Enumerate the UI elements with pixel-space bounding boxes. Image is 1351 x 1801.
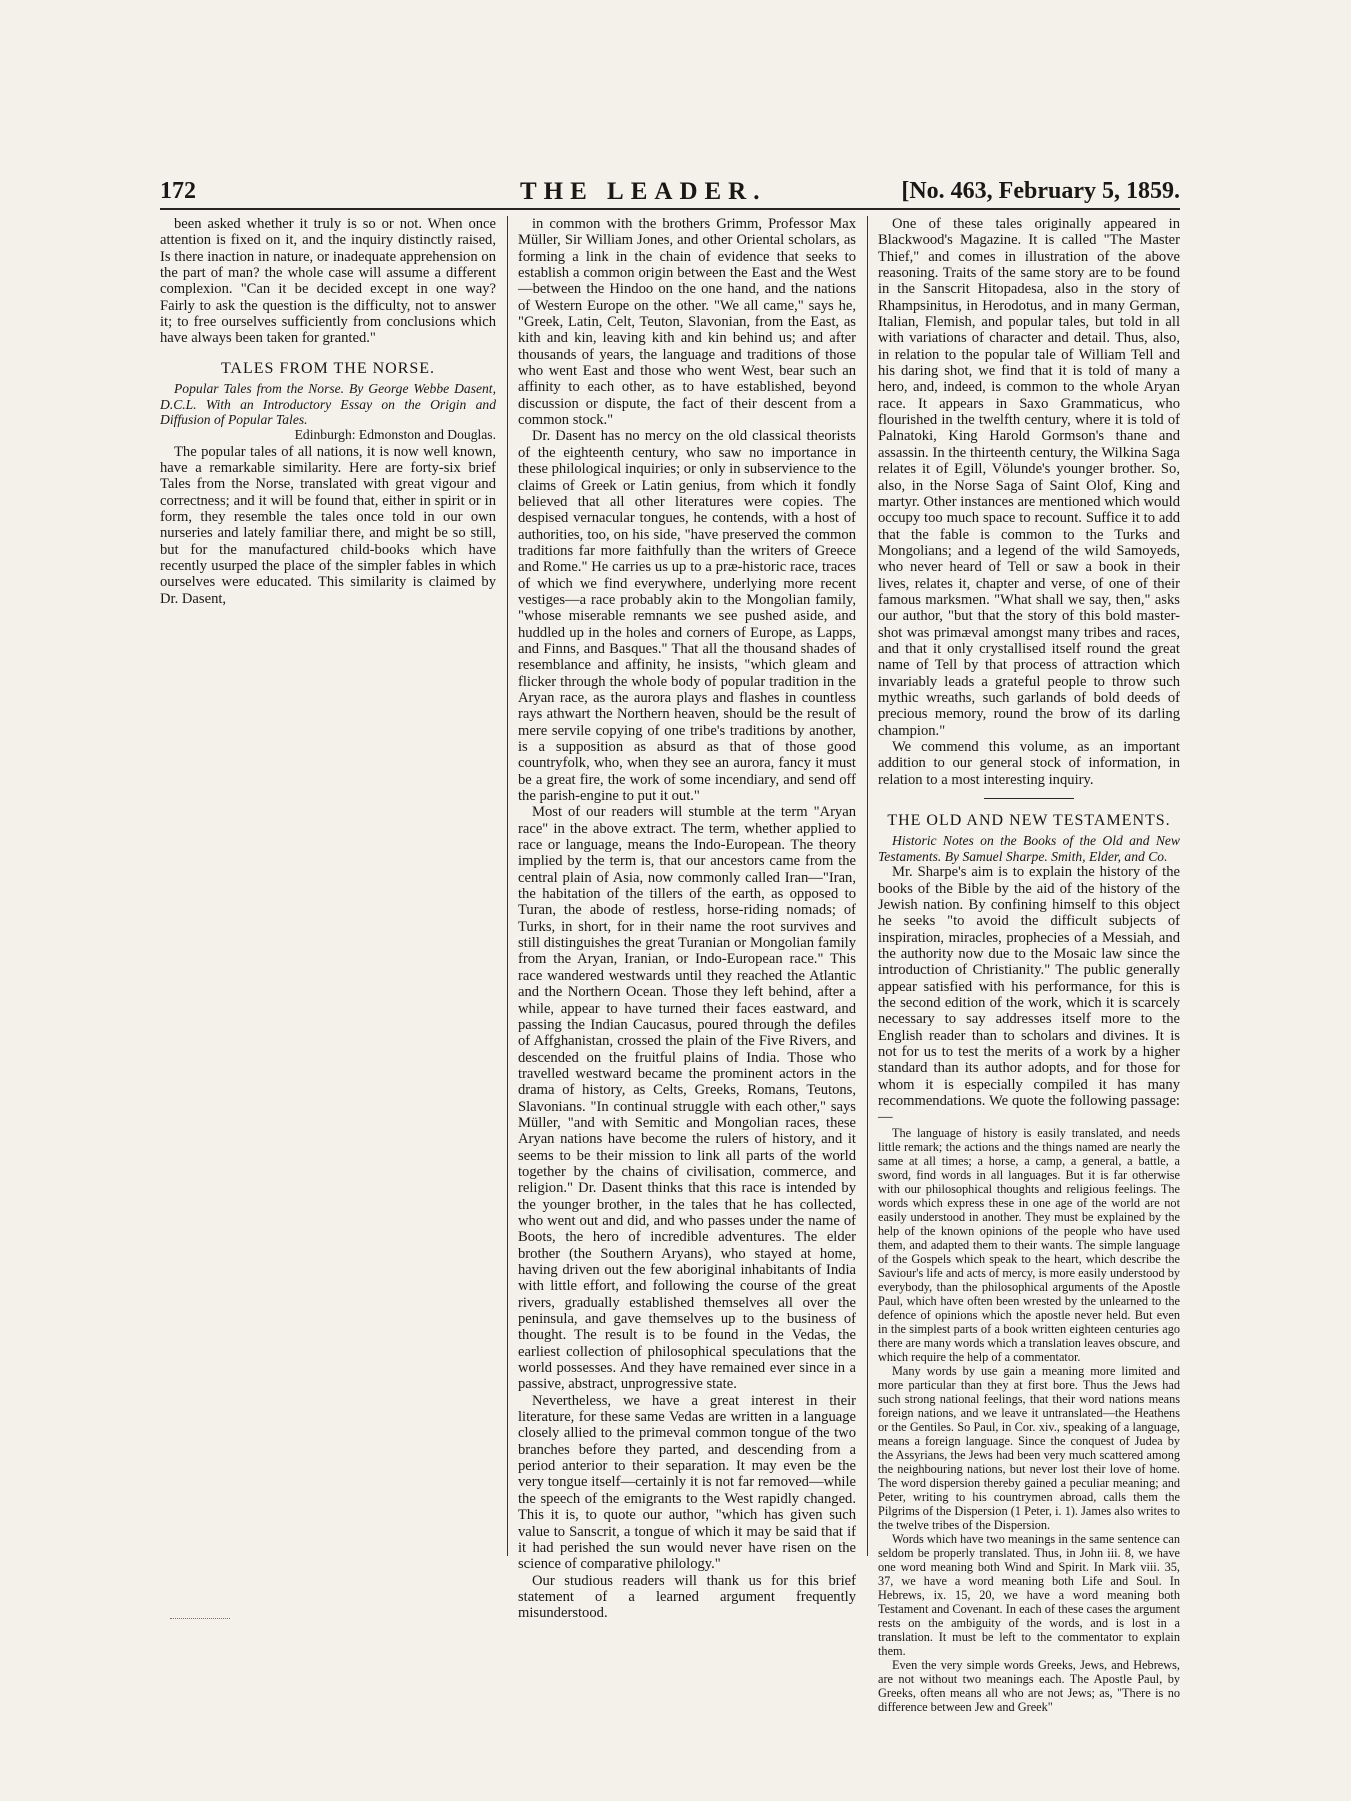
- section-title-testaments: THE OLD AND NEW TESTAMENTS.: [887, 812, 1171, 830]
- paragraph: Our studious readers will thank us for this brief statement of a learned argument frequently misunderstood.: [518, 1572, 856, 1622]
- column-rule: [507, 216, 508, 1556]
- quote-paragraph: Words which have two meanings in the same sentence can seldom be properly translated. Thus, in John iii. 8, we have one word meaning both Wind and Spirit. In Mark viii. 35, 37, we have a word meaning both Life and Soul. In Hebrews, ix. 15, 20, we have a word meaning both Testament and Covenant. In each of these cases the argument rests on the ambiguity of the words, and is lost in a translation. It must be left to the commentator to explain them.: [878, 1531, 1180, 1658]
- paragraph: been asked whether it truly is so or not. When once attention is fixed on it, and the inquiry distinctly raised, Is there inaction in nature, or inadequate apprehension on the part of man? the whole case will assume a different complexion. "Can it be decided except in one way? Fairly to ask the question is the difficulty, not to answer it; to free ourselves sufficiently from conclusions which have always been taken for granted.": [160, 216, 496, 347]
- newspaper-title: THE LEADER.: [520, 178, 767, 205]
- paragraph: Most of our readers will stumble at the term "Aryan race" in the above extract. The term, whether applied to race or language, means the Indo-European. The theory implied by the term is, that our ancestors came from the central plain of Asia, now commonly called Iran—"Iran, the habitation of the tillers of the earth, as opposed to Turan, the abode of restless, horse-riding nomads; of Turks, in short, for in their name the root survives and still distinguishes the great Turanian or Mongolian family from the Aryan, Iranian, or Indo-European race." This race wandered westwards until they reached the Atlantic and the Northern Ocean. Those they left behind, after a while, appear to have turned their faces eastward, and passing the Indian Caucasus, poured through the defiles of Affghanistan, crossed the plain of the Five Rivers, and descended on the fruitful plains of India. Those who travelled westward became the prominent actors in the drama of history, as Celts, Greeks, Romans, Teutons, Slavonians. "In continual struggle with each other," says Müller, "and with Semitic and Mongolian races, these Aryan nations have become the rulers of history, and it seems to be their mission to link all parts of the world together by the chains of civilisation, commerce, and religion." Dr. Dasent thinks that this race is intended by the younger brother, in the tales that he has collected, who went out and did, and who passes under the name of Boots, the hero of incredible adventures. The elder brother (the Southern Aryans), who stayed at home, having driven out the few aboriginal inhabitants of India with little effort, and following the course of the great rivers, gradually established themselves all over the peninsula, and gave themselves up to the business of thought. The result is to be found in the Vedas, the earliest collection of philosophical speculations that the world possesses. And they have remained ever since in a passive, abstract, unprogressive state.: [518, 804, 856, 1393]
- quote-paragraph: Many words by use gain a meaning more limited and more particular than they at first bore. Thus the Jews had such strong national feelings, that their word nations means foreign nations, and we leave it untranslated—the Heathens or the Gentiles. So Paul, in Cor. xiv., speaking of a language, means a foreign language. Since the conquest of Judea by the Assyrians, the Jews had been very much scattered among the neighbouring nations, but never lost their love of home. The word dispersion thereby gained a peculiar meaning; and Peter, writing to his countrymen abroad, calls them the Pilgrims of the Dispersion (1 Peter, i. 1). James also writes to the twelve tribes of the Dispersion.: [878, 1363, 1180, 1532]
- column-1: [160, 216, 496, 1556]
- paragraph: The popular tales of all nations, it is now well known, have a remarkable similarity. Here are forty-six brief Tales from the Norse, translated with great vigour and correctness; and it will be found that, either in spirit or in form, they resemble the tales once told in our own nurseries and lately familiar there, and might be so still, but for the manufactured child-books which have recently usurped the place of the simpler fables in which ourselves were educated. This similarity is claimed by Dr. Dasent,: [160, 443, 496, 607]
- column-3: [878, 216, 1180, 1714]
- paragraph: One of these tales originally appeared in Blackwood's Magazine. It is called "The Master Thief," and comes in illustration of the above reasoning. Traits of the same story are to be found in the Sanscrit Hitopadesa, also in the story of Rhampsinitus, in Herodotus, and in many German, Italian, Flemish, and popular tales, but told in all with variations of character and detail. Thus, also, in relation to the popular tale of William Tell and his daring shot, we find that it is told of many a hero, and, indeed, is common to the whole Aryan race. It appears in Saxo Grammaticus, who flourished in the twelfth century, where it is told of Palnatoki, King Harold Gormson's thane and assassin. In the thirteenth century, the Wilkina Saga relates it of Egill, Völunde's younger brother. So, also, in the Norse Saga of Saint Olof, King and martyr. Other instances are mentioned which would occupy too much space to recount. Suffice it to add that the fable is common to the Turks and Mongolians; and a legend of the wild Samoyeds, who never heard of Tell or saw a book in their lives, relates it, chapter and verse, of one of their famous marksmen. "What shall we say, then," asks our author, "but that the story of this bold master-shot was primæval amongst many tribes and races, and that it only crystallised itself round the great name of Tell by that process of attraction which invariably leads a grateful people to throw such mythic wreaths, such garlands of bold deeds of precious memory, round the brow of its darling champion.": [878, 216, 1180, 739]
- page-number: 172: [160, 178, 196, 204]
- section-title-tales: TALES FROM THE NORSE.: [220, 359, 436, 377]
- book-citation: Popular Tales from the Norse. By George Webbe Dasent, D.C.L. With an Introductory Essay on the Origin and Diffusion of Popular Tales.: [160, 381, 496, 427]
- column-2: [518, 216, 857, 1622]
- paragraph: Nevertheless, we have a great interest in their literature, for these same Vedas are written in a language closely allied to the primeval common tongue of the two branches before they parted, and descending from a period anterior to their separation. It may even be the very tongue itself—certainly it is not far removed—while the speech of the emigrants to the West rapidly changed. This it is, to quote our author, "which has given such value to Sanscrit, a tongue of which it may be said that if it had perished the sun would never have risen on the science of comparative philology.": [518, 1392, 856, 1573]
- book-citation: Historic Notes on the Books of the Old and New Testaments. By Samuel Sharpe. Smith, Elder, and Co.: [878, 833, 1180, 864]
- column-rule: [867, 216, 868, 1556]
- quoted-passage: [878, 1126, 1180, 1714]
- publisher-line: Edinburgh: Edmonston and Douglas.: [294, 427, 496, 443]
- paragraph: Dr. Dasent has no mercy on the old classical theorists of the eighteenth century, who saw no importance in these philological inquiries; or only in subservience to the claims of Greek or Latin genius, from which it fondly believed that all other literatures were copies. The despised vernacular tongues, he contends, with a host of authorities, too, on his side, "have preserved the common traditions far more faithfully than the writers of Greece and Rome." He carries us up to a præ-historic race, traces of which we find everywhere, underlying more recent vestiges—a race probably akin to the Mongolian family, "whose miserable remnants we see pushed aside, and huddled up in the holes and corners of Europe, as Lapps, and Finns, and Basques." That all the thousand shades of resemblance and affinity, he insists, "which gleam and flicker through the whole body of popular tradition in the Aryan race, as the aurora plays and flashes in countless rays athwart the Northern heaven, should be the result of mere servile copying of one tribe's traditions by another, is a supposition as absurd as that of those good countryfolk, who, when they see an aurora, fancy it must be a great fire, the work of some incendiary, and send off the parish-engine to put it out.": [518, 428, 857, 805]
- quote-paragraph: The language of history is easily translated, and needs little remark; the actions and the things named are nearly the same at all times; a horse, a camp, a general, a battle, a sword, find words in all languages. But it is far otherwise with our philosophical thoughts and religious feelings. The words which express these in one age of the world are not easily understood in another. They must be explained by the help of the known opinions of the people who have used them, and adapted them to their wants. The simple language of the Gospels which speak to the heart, which describe the Saviour's life and acts of mercy, is more easily understood by everybody, than the philosophical arguments of the Apostle Paul, which have often been wrested by the unlearned to the defence of opinions which the apostle never held. But even in the simplest parts of a book written eighteen centuries ago there are many words which a translation leaves obscure, and which require the help of a commentator.: [878, 1125, 1180, 1364]
- issue-date: [No. 463, February 5, 1859.: [901, 178, 1180, 204]
- quote-paragraph: Even the very simple words Greeks, Jews, and Hebrews, are not without two meanings each. The Apostle Paul, by Greeks, often means all who are not Jews; as, "There is no difference between Jew and Greek": [878, 1657, 1180, 1714]
- section-divider: [984, 798, 1074, 799]
- paragraph: in common with the brothers Grimm, Professor Max Müller, Sir William Jones, and other Oriental scholars, as forming a link in the chain of evidence that seeks to establish a common origin between the East and the West—between the Hindoo on the one hand, and the nations of Western Europe on the other. "We all came," says he, "Greek, Latin, Celt, Teuton, Slavonian, from the East, as kith and kin, leaving kith and kin behind us; and after thousands of years, the language and traditions of those who went East and those who went West, bear such an affinity to each other, as to have established, beyond discussion or dispute, the fact of their descent from a common stock.": [518, 216, 856, 429]
- masthead: [160, 178, 1180, 210]
- paragraph: Mr. Sharpe's aim is to explain the history of the books of the Bible by the aid of the history of the Jewish nation. By confining himself to this object he seeks "to avoid the difficult subjects of inspiration, miracles, prophecies of a Messiah, and the authority now due to the Mosaic law since the introduction of Christianity." The public generally appear satisfied with his performance, for this is the second edition of the work, which it is scarcely necessary to say addresses itself more to the English reader than to scholars and divines. It is not for us to test the merits of a work by a higher standard than its author adopts, and for those for whom it is especially compiled it has many recommendations. We quote the following passage:—: [878, 864, 1180, 1126]
- paragraph: We commend this volume, as an important addition to our general stock of information, in relation to a most interesting inquiry.: [878, 739, 1180, 788]
- stray-mark: [170, 1618, 230, 1620]
